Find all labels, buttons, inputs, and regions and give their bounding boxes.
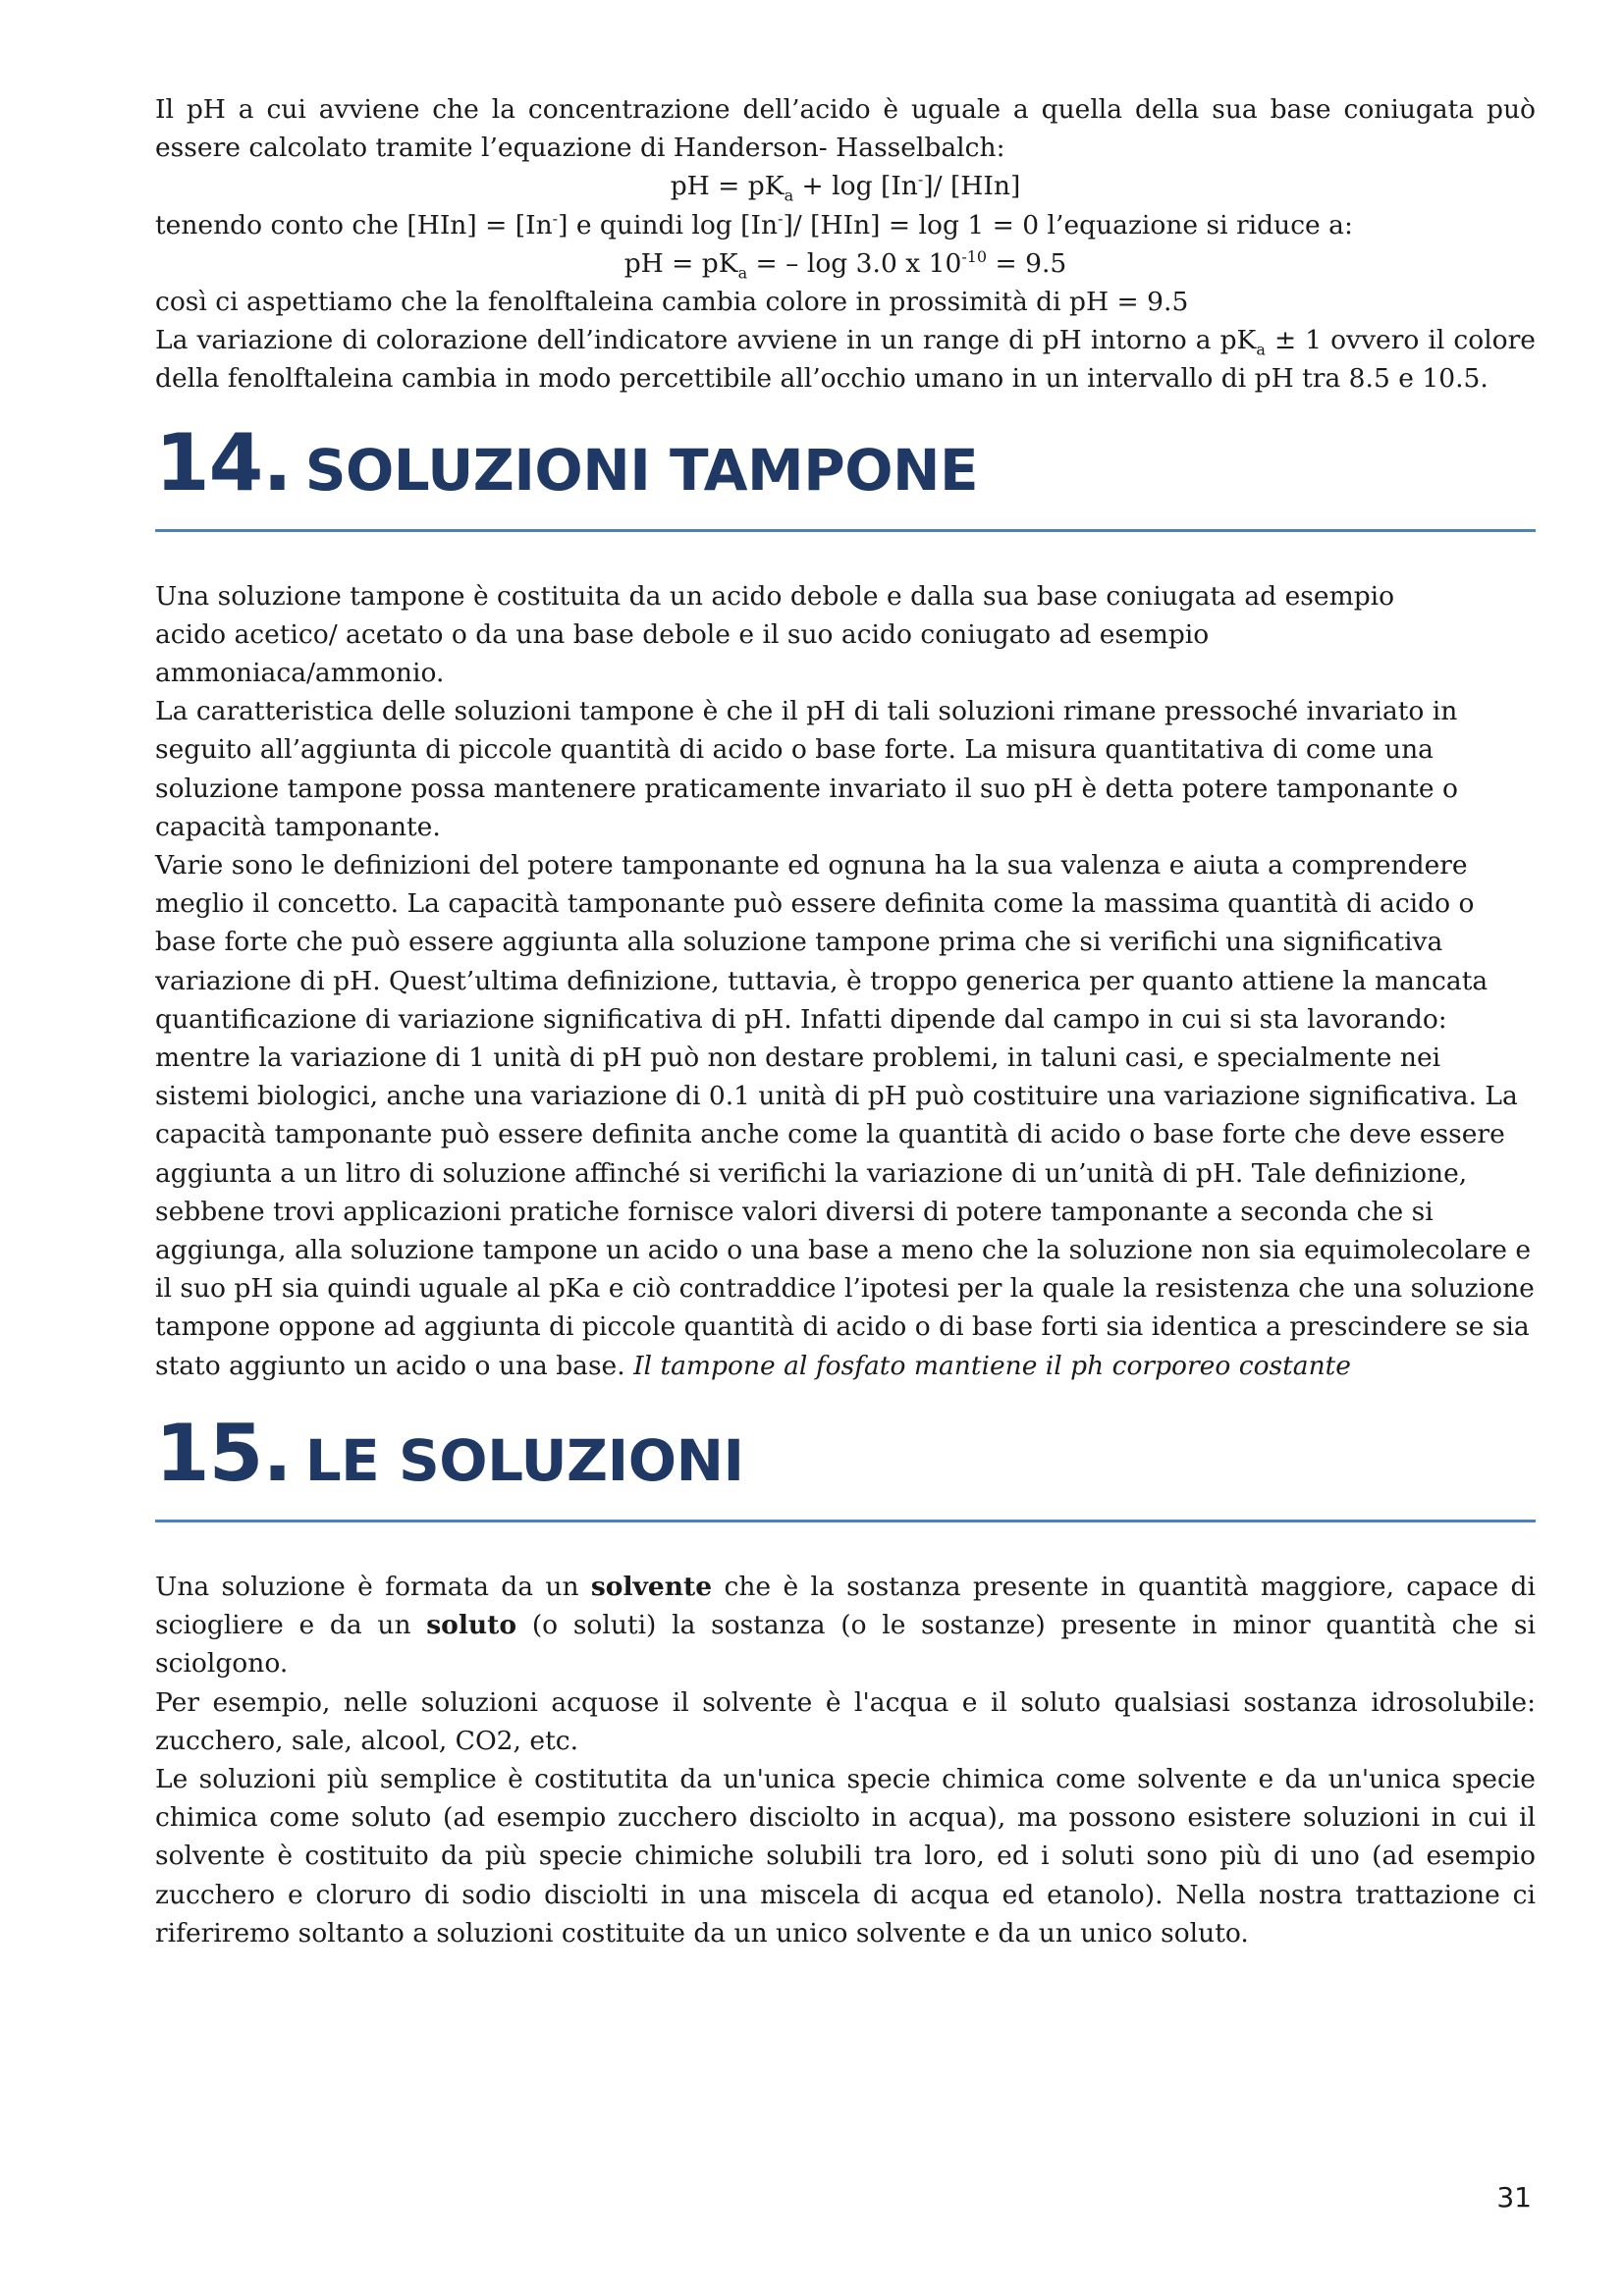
section-14-paragraph-2: La caratteristica delle soluzioni tampone è che il pH di tali soluzioni rimane pressoché invariato in seguito all’aggiunta di piccole quantità di acido o base forte. La misura quantitativa di come una soluzione tampone possa mantenere praticamente invariato il suo pH è detta potere tamponante o capacità tamponante. [155,696,1458,842]
section-15-paragraph-2: Per esempio, nelle soluzioni acquose il solvente è l'acqua e il soluto qualsiasi sostanza idrosolubile: zucchero, sale, alcool, CO2, etc. [155,1686,1536,1756]
intro-paragraph-2: tenendo conto che [HIn] = [In-] e quindi log [In-]/ [HIn] = log 1 = 0 l’equazione si riduce a: [155,208,1353,240]
page-number: 31 [1496,2181,1532,2214]
term-solvente: solvente [590,1571,713,1602]
intro-paragraph-4: La variazione di colorazione dell’indicatore avviene in un range di pH intorno a $pK_a \pm 1$ ovvero il colore della fenolftaleina cambia in modo percettibile all’occhio umano in un intervallo di pH tra 8.5 e 10.5. [155,325,1536,395]
equation-pka: pH = $pK_a$ = – log 3.0 x $10^{-10} = 9.5$ [623,246,1067,283]
term-soluto: soluto [426,1610,517,1641]
section-15-paragraph-3: Le soluzioni più semplice è costitutita da un'unica specie chimica come solvente e da un'unica specie chimica come soluto (ad esempio zucchero disciolto in acqua), ma possono esistere soluzioni in cui il solvente è costituito da più specie chimiche solubili tra loro, ed i soluti sono più di uno (ad esempio zucchero e cloruro di sodio disciolti in una miscela di acqua ed etanolo). Nella nostra trattazione ci riferiremo soltanto a soluzioni costituite da un unico solvente e da un unico soluto. [155,1763,1536,1949]
page-content [155,90,1536,1952]
section-15-paragraph-1: Una soluzione è formata da un solvente che è la sostanza presente in quantità maggiore, capace di sciogliere e da un soluto (o soluti) la sostanza (o le sostanze) presente in minor quantità che si sciolgono. [155,1571,1536,1680]
section-15-heading [155,1407,1536,1522]
section-15-title: LE SOLUZIONI [304,1426,744,1494]
section-14-paragraph-3: Varie sono le definizioni del potere tamponante ed ognuna ha la sua valenza e aiuta a comprendere meglio il concetto. La capacità tamponante può essere definita come la massima quantità di acido o base forte che può essere aggiunta alla soluzione tampone prima che si verifichi una significativa variazione di pH. Quest’ultima definizione, tuttavia, è troppo generica per quanto attiene la mancata quantificazione di variazione significativa di pH. Infatti dipende dal campo in cui si sta lavorando: mentre la variazione di 1 unità di pH può non destare problemi, in taluni casi, e specialmente nei sistemi biologici, anche una variazione di 0.1 unità di pH può costituire una variazione significativa. La capacità tamponante può essere definita anche come la quantità di acido o base forte che deve essere aggiunta a un litro di soluzione affinché si verifichi la variazione di un’unità di pH. Tale definizione, sebbene trovi applicazioni pratiche fornisce valori diversi di potere tamponante a seconda che si aggiunga, alla soluzione tampone un acido o una base a meno che la soluzione non sia equimolecolare e il suo pH sia quindi uguale al pKa e ciò contraddice l’ipotesi per la quale la resistenza che una soluzione tampone oppone ad aggiunta di piccole quantità di acido o di base forti sia identica a prescindere se sia stato aggiunto un acido o una base. Il tampone al fosfato mantiene il ph corporeo costante [155,850,1535,1381]
section-14-line-2: acido acetico/ acetato o da una base debole e il suo acido coniugato ad esempio [155,618,1210,650]
section-14-line-1: Una soluzione tampone è costituita da un acido debole e dalla sua base coniugata ad esempio [155,580,1395,612]
section-14-title: SOLUZIONI TAMPONE [304,436,979,504]
section-14-number: 14. [155,416,292,508]
equation-henderson: pH = $pK_a + \log [In^-]/$ [HIn] [670,170,1021,205]
section-15-number: 15. [155,1407,292,1499]
section-14-heading [155,416,1536,532]
section-14-italic-note: Il tampone al fosfato mantiene il ph corporeo costante [633,1350,1351,1381]
intro-paragraph-1: Il pH a cui avviene che la concentrazione dell’acido è uguale a quella della sua base coniugata può essere calcolato tramite l’equazione di Handerson- Hasselbalch: [155,94,1536,164]
section-14-line-3: ammoniaca/ammonio. [155,658,445,689]
intro-paragraph-3: così ci aspettiamo che la fenolftaleina cambia colore in prossimità di pH = 9.5 [155,287,1189,318]
